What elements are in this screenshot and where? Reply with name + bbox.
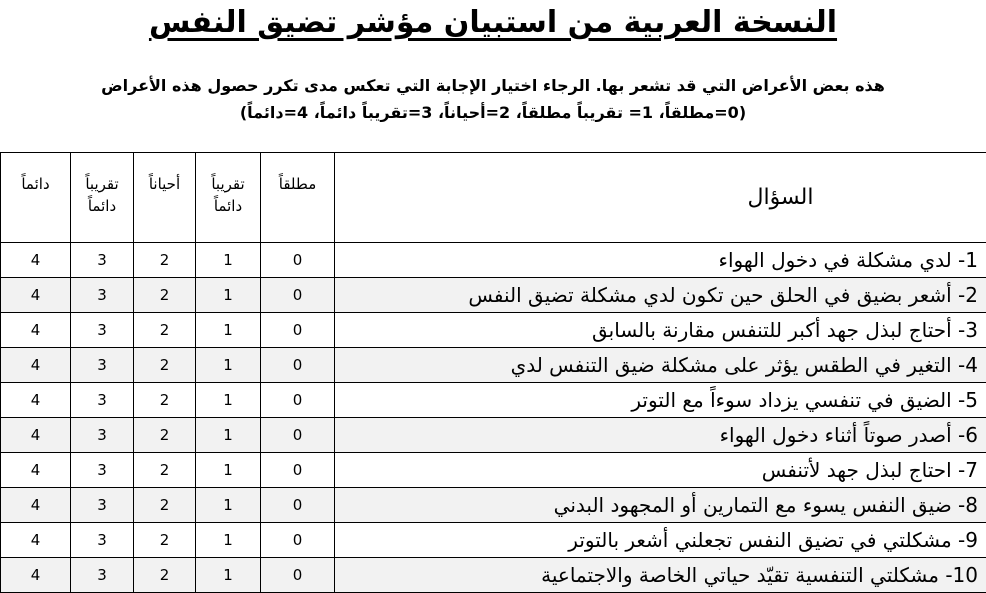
questionnaire-table: [0, 152, 986, 593]
score-option-3[interactable]: 3: [71, 348, 134, 383]
score-option-2[interactable]: 2: [134, 453, 196, 488]
score-option-3[interactable]: 3: [71, 313, 134, 348]
score-option-2[interactable]: 2: [134, 523, 196, 558]
header-row: [1, 153, 986, 243]
score-option-4[interactable]: 4: [1, 278, 71, 313]
score-option-4[interactable]: 4: [1, 453, 71, 488]
table-row: [1, 313, 986, 348]
score-option-4[interactable]: 4: [1, 418, 71, 453]
question-text: 4- التغير في الطقس يؤثر على مشكلة ضيق التنفس لدي: [335, 348, 986, 383]
score-option-3[interactable]: 3: [71, 558, 134, 593]
score-option-2[interactable]: 2: [134, 313, 196, 348]
score-option-1[interactable]: 1: [196, 453, 261, 488]
score-option-1[interactable]: 1: [196, 348, 261, 383]
header-sometimes: أحياناً: [134, 153, 196, 243]
question-text: 3- أحتاج لبذل جهد أكبر للتنفس مقارنة بالسابق: [335, 313, 986, 348]
question-text: 5- الضيق في تنفسي يزداد سوءاً مع التوتر: [335, 383, 986, 418]
score-option-1[interactable]: 1: [196, 243, 261, 278]
question-text: 10- مشكلتي التنفسية تقيّد حياتي الخاصة والاجتماعية: [335, 558, 986, 593]
score-option-4[interactable]: 4: [1, 313, 71, 348]
header-question: السؤال: [335, 153, 986, 243]
score-option-1[interactable]: 1: [196, 278, 261, 313]
header-almost-never: تقريباً دائماً: [196, 153, 261, 243]
title-text: النسخة العربية من استبيان مؤشر تضيق النفس: [149, 5, 837, 40]
score-option-2[interactable]: 2: [134, 278, 196, 313]
question-text: 1- لدي مشكلة في دخول الهواء: [335, 243, 986, 278]
questions-body: [1, 243, 986, 593]
score-option-0[interactable]: 0: [261, 383, 335, 418]
score-option-3[interactable]: 3: [71, 418, 134, 453]
score-option-1[interactable]: 1: [196, 418, 261, 453]
score-option-2[interactable]: 2: [134, 488, 196, 523]
score-option-1[interactable]: 1: [196, 383, 261, 418]
score-option-0[interactable]: 0: [261, 243, 335, 278]
header-never: مطلقاً: [261, 153, 335, 243]
question-text: 8- ضيق النفس يسوء مع التمارين أو المجهود البدني: [335, 488, 986, 523]
table-row: [1, 418, 986, 453]
score-option-2[interactable]: 2: [134, 558, 196, 593]
question-text: 7- احتاج لبذل جهد لأتنفس: [335, 453, 986, 488]
score-option-4[interactable]: 4: [1, 243, 71, 278]
score-option-1[interactable]: 1: [196, 558, 261, 593]
score-option-4[interactable]: 4: [1, 348, 71, 383]
score-option-3[interactable]: 3: [71, 243, 134, 278]
table-row: [1, 383, 986, 418]
score-option-0[interactable]: 0: [261, 348, 335, 383]
score-option-0[interactable]: 0: [261, 453, 335, 488]
score-option-3[interactable]: 3: [71, 383, 134, 418]
score-option-0[interactable]: 0: [261, 278, 335, 313]
score-option-0[interactable]: 0: [261, 488, 335, 523]
score-option-2[interactable]: 2: [134, 383, 196, 418]
score-option-4[interactable]: 4: [1, 488, 71, 523]
score-option-3[interactable]: 3: [71, 278, 134, 313]
question-text: 6- أصدر صوتاً أثناء دخول الهواء: [335, 418, 986, 453]
table-row: [1, 278, 986, 313]
instructions-line-2: (0=مطلقاً، 1= تقريباً مطلقاً، 2=أحياناً، 3=تقريباً دائماً، 4=دائماً): [40, 99, 946, 126]
score-option-2[interactable]: 2: [134, 243, 196, 278]
score-option-0[interactable]: 0: [261, 523, 335, 558]
table-row: [1, 488, 986, 523]
score-option-4[interactable]: 4: [1, 558, 71, 593]
score-option-1[interactable]: 1: [196, 313, 261, 348]
question-text: 9- مشكلتي في تضيق النفس تجعلني أشعر بالتوتر: [335, 523, 986, 558]
score-option-1[interactable]: 1: [196, 523, 261, 558]
score-option-0[interactable]: 0: [261, 313, 335, 348]
page-title: [0, 2, 986, 44]
score-option-2[interactable]: 2: [134, 348, 196, 383]
score-option-1[interactable]: 1: [196, 488, 261, 523]
score-option-0[interactable]: 0: [261, 558, 335, 593]
table-row: [1, 243, 986, 278]
score-option-3[interactable]: 3: [71, 488, 134, 523]
score-option-3[interactable]: 3: [71, 523, 134, 558]
instructions: [40, 72, 946, 126]
table-row: [1, 523, 986, 558]
header-almost-always: تقريباً دائماً: [71, 153, 134, 243]
score-option-2[interactable]: 2: [134, 418, 196, 453]
table-row: [1, 558, 986, 593]
question-text: 2- أشعر بضيق في الحلق حين تكون لدي مشكلة تضيق النفس: [335, 278, 986, 313]
score-option-4[interactable]: 4: [1, 383, 71, 418]
score-option-3[interactable]: 3: [71, 453, 134, 488]
score-option-0[interactable]: 0: [261, 418, 335, 453]
header-always: دائماً: [1, 153, 71, 243]
table-row: [1, 348, 986, 383]
score-option-4[interactable]: 4: [1, 523, 71, 558]
table-row: [1, 453, 986, 488]
instructions-line-1: هذه بعض الأعراض التي قد تشعر بها. الرجاء اختيار الإجابة التي تعكس مدى تكرر حصول هذه الأعراض: [40, 72, 946, 99]
